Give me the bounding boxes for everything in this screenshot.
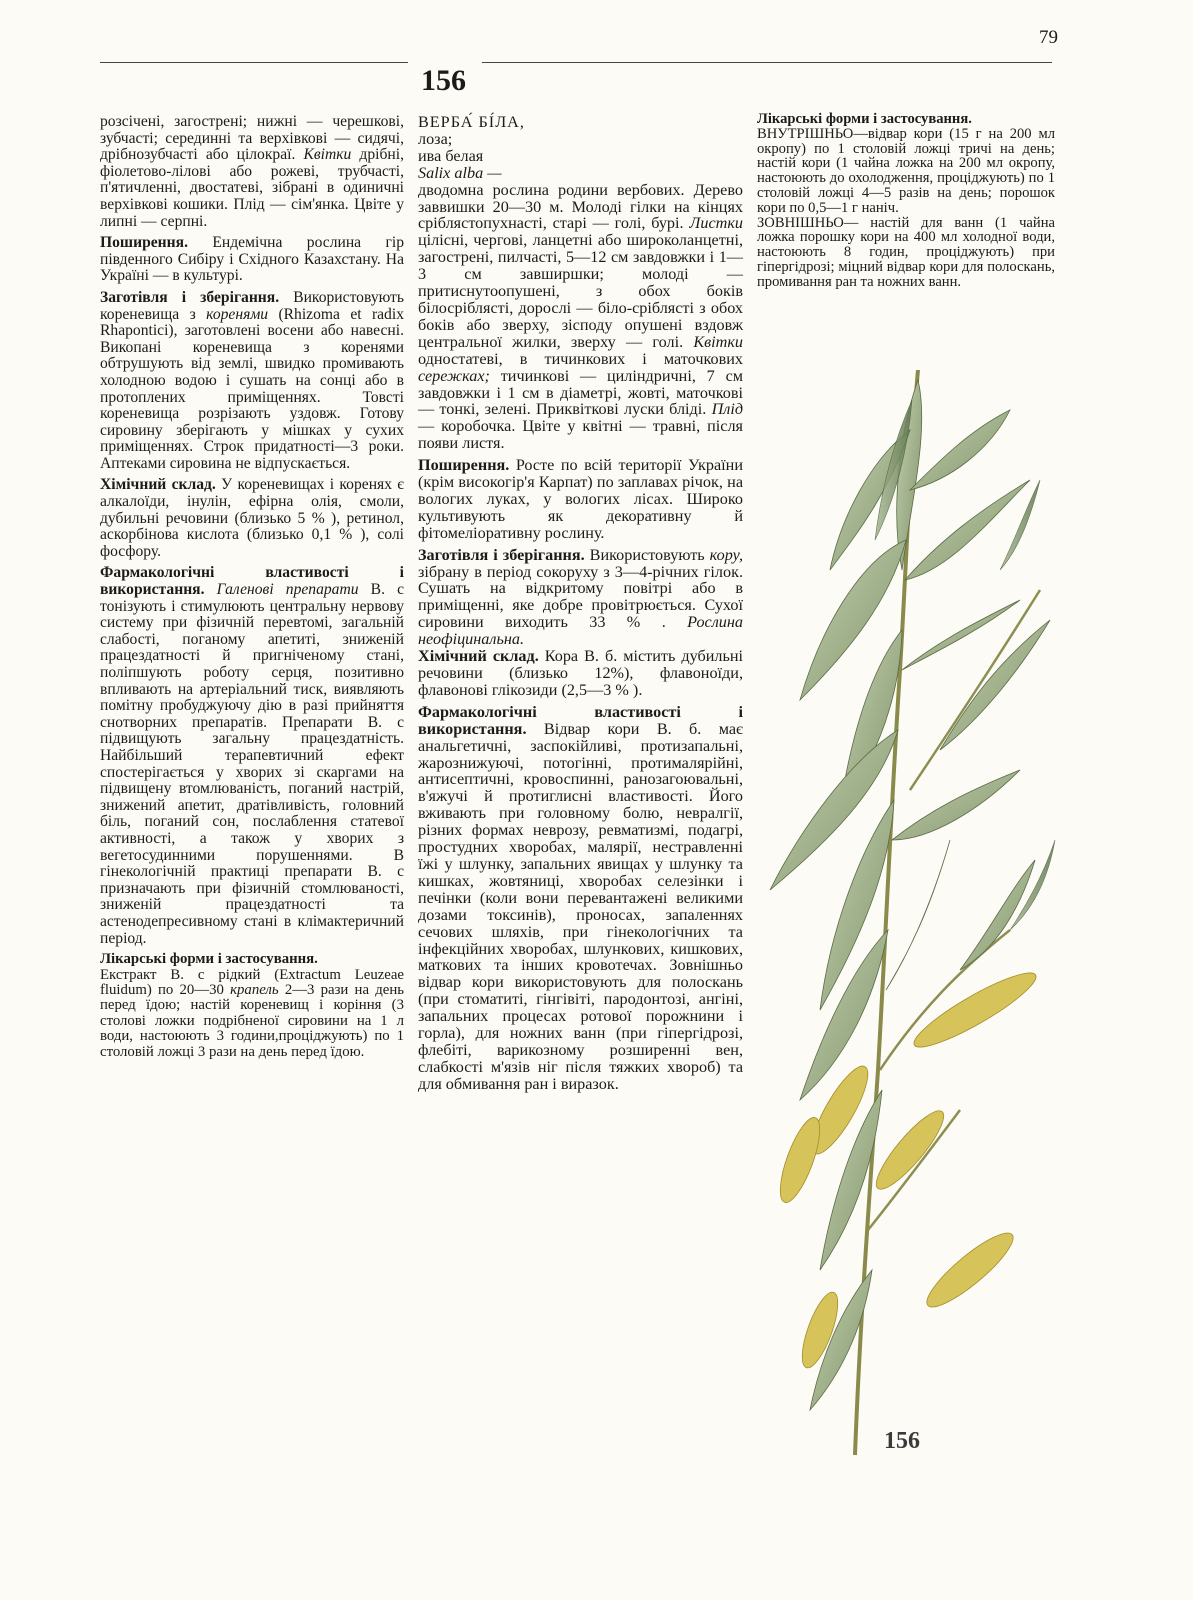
plate-number: 156 [884,1428,920,1454]
col1-harvest: Заготівля і зберігання. Використовують кореневища з коренями (Rhizoma et radix Rhapontici), заготовлені восени або навесні. Викопані кореневища з коренями обтрушують від землі, швидко промивають холодною водою і сушать на сонці або в протоплених приміщеннях. Товсті кореневища розрізають уздовж. Готову сировину зберігають у мішках у сухих приміщеннях. Строк придатності—3 роки. Аптеками сировина не відпускається. [100,288,404,472]
catkin [907,963,1042,1057]
entry-title: ВЕРБА́ БІ́ЛА, [418,113,525,131]
leaf [886,840,950,990]
col2-harvest: Заготівля і зберігання. Використовують кору, зібрану в період сокоруху з 3—4-річних гілок. Сушать на відкритому повітрі або в приміщенні, яке добре провітрюється. Сухої сировини виходить 33 % . Рослина неофіцинальна. Хімічний склад. Кора В. б. містить дубильні речовини (близько 12%), флавоноїди, флавонові глікозиди (2,5—3 % ). [418,545,744,699]
latin-name: Salix alba — [418,163,502,182]
col1-chemistry: Хімічний склад. У кореневищах і коренях є алкалоїди, інулін, ефірна олія, смоли, дубильні речовини (близько 5 % ), ретинол, аскорбінова кислота (близько 0,1 % ), солі фосфору. [100,476,404,560]
synonym-ru: ива белая [418,146,484,165]
col2-description: дводомна рослина родини вербових. Дерево заввишки 20—30 м. Молоді гілки на кінцях сріблястопухнасті, старі — голі, бурі. Листки цілісні, чергові, ланцетні або широколанцетні, загострені, пилчасті, 5—12 см завдовжки і 1—3 см завширшки; молоді — притиснутоопушені, з обох боків білосріблясті, дорослі — біло-сріблясті з обох боків або зверху, зісподу опушені вздовж центральної жилки, зверху — голі. Квітки одностатеві, в тичинкових і маточкових сережках; тичинкові — циліндричні, 7 см завдовжки і 1 см в діаметрі, жовті, маточкові — тонкі, зелені. Приквіткові луски бліді. Плід — коробочка. Цвіте у квітні — травні, після появи листя. [418,180,744,453]
leaf [902,600,1020,670]
col2-spread: Поширення. Росте по всій території України (крім високогір'я Карпат) по заплавах річок, на вологих луках, у вологих лісах. Широко культивують як декоративну й фітомеліоративну рослину. [418,456,743,542]
col2-pharmacology: Фармакологічні властивості і використання. Відвар кори В. б. має анальгетичні, заспокійливі, протизапальні, жарознижуючі, потогінні, протималярійні, антисептичні, кровоспинні, ранозагоювальні, в'яжучі й протиглисні властивості. Його вживають при головному болю, невралгії, різних формах неврозу, ревматизмі, подагрі, простудних хворобах, малярії, нестравленні їжі у шлунку, запальних явищах у шлунку та кишках, жовтяниці, хворобах селезінки і печінки (коли вони перевантажені великими дозами токсинів), проносах, запаленнях сечових шляхів, при гінекологічних та інфекційних хворобах, шлункових, кишкових, маткових та інших кровотечах. Зовнішньо відвар кори використовують для полоскань (при стоматиті, гінгівіті, пародонтозі, ангіні, запальних процесах ротової порожнини і горла), для ножних ванн (при гіпергідрозі, флебіті, варикозному розширенні вен, слабкості м'язів ніг після тяжких хвороб) та для обмивання ран і виразок. [418,702,744,1093]
col1-pharmacology: Фармакологічні властивості і використання. Галенові препарати В. с тонізують і стимулюють центральну нервову систему при фізичній перевтомі, загальній слабості, поганому апетиті, зниженій працездатності й пригніченому стані, поліпшують роботу серця, позитивно впливають на артеріальний тиск, виявляють помітну пробуджуючу дію в разі прийняття снотворних препаратів. Препарати В. с підвищують загальну працездатність. Найбільший терапевтичний ефект спостерігається у хворих зі скаргами на підвищену втомлюваність, поганий настрій, знижений апетит, дратівливість, головний біль, поганий сон, послаблення статевої активності, а також у хворих з вегетосудинними порушеннями. В гінекологічній практиці препарати В. с призначають при фізичній стомлюваності, зниженій працездатності та астенодепресивному стані в клімактеричний період. [100,564,405,947]
col3-forms-heading: Лікарські форми і застосування. [757,111,972,127]
synonym-uk: лоза; [418,129,453,148]
entry-number: 156 [421,64,466,97]
column-2 [418,114,743,1098]
page-number: 79 [1039,27,1058,48]
catkin [919,1224,1021,1316]
header-rule-right [482,62,1052,63]
side-branch [910,590,1040,790]
leaf [910,410,1010,490]
willow-branch-illustration [760,370,1060,1490]
leaf [1000,480,1040,570]
col3-internal: ВНУТРІШНЬО—відвар кори (15 г на 200 мл окропу) по 1 столовій ложці тричі на день; настій кори (1 чайна ложка на 200 мл окропу, настоюють до охолодження, проціджують) по 1 столовій ложці 4—5 разів на день; порошок кори по 0,5—1 г наніч. [757,125,1055,216]
col1-spread: Поширення. Ендемічна рослина гір південного Сибіру і Східного Казахстану. На Україні — в культурі. [100,234,404,285]
column-3 [757,112,1055,290]
header-rule-left [100,62,408,63]
col3-external: ЗОВНІШНЬО— настій для ванн (1 чайна ложка порошку кори на 400 мл холодної води, настоюють 8 годин, проціджують) при гіпергідрозі; міцний відвар кори для полоскань, промивання ран та ножних ванн. [757,214,1055,290]
leaf [892,770,1020,840]
col1-description: розсічені, загострені; нижні — черешкові, зубчасті; серединні та верхівкові — сидячі, дрібнозубчасті або цілокраї. Квітки дрібні, фіолетово-лілові або рожеві, трубчасті, п'ятичленні, двостатеві, зібрані в одиничні верхівкові кошики. Плід — сім'янка. Цвіте у липні — серпні. [100,113,404,230]
column-1 [100,114,404,1065]
col1-forms: Лікарські форми і застосування. Екстракт В. с рідкий (Extractum Leuzeae fluidum) по 20—30 крапель 2—3 рази на день перед їдою; настій кореневищ і коріння (3 столові ложки подрібненої сировини на 1 л води, настоюють 3 години,проціджують) по 1 столовій ложці 3 рази на день перед їдою. [100,951,405,1060]
catkin [772,1113,827,1206]
leaf [905,480,1030,580]
catkin [868,1103,952,1196]
